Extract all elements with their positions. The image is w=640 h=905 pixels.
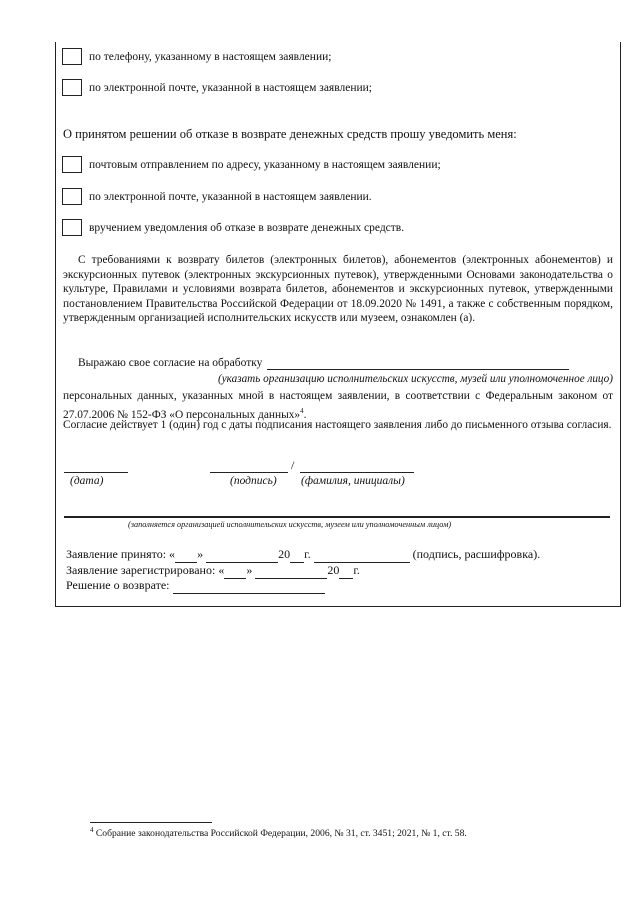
checkbox[interactable] — [62, 156, 82, 173]
accepted-signature-field[interactable] — [314, 547, 410, 563]
year-suffix: г. — [353, 563, 360, 577]
option-label: почтовым отправлением по адресу, указанному в настоящем заявлении; — [89, 158, 441, 171]
accepted-label: Заявление принято: « — [66, 547, 176, 561]
organization-field[interactable] — [267, 357, 569, 370]
option-phone[interactable] — [62, 48, 331, 65]
registered-day-field[interactable] — [224, 563, 246, 579]
option-refusal-email[interactable] — [62, 188, 372, 205]
accepted-tail: (подпись, расшифровка). — [412, 547, 541, 561]
option-handover[interactable] — [62, 219, 404, 236]
option-label: вручением уведомления об отказе в возврате денежных средств. — [89, 221, 405, 234]
registered-month-field[interactable] — [255, 563, 327, 579]
footnote-text: Собрание законодательства Российской Федерации, 2006, № 31, ст. 3451; 2021, № 1, ст. 58. — [95, 828, 467, 840]
option-label: по электронной почте, указанной в настоящем заявлении. — [89, 190, 372, 203]
quote-close: » — [197, 547, 204, 561]
year-prefix: 20 — [327, 563, 340, 577]
consent-body: персональных данных, указанных мной в настоящем заявлении, в соответствии с Федеральным законом от 27.07.2006 № 152-ФЗ «О персональных данных»$^4$. — [63, 390, 613, 421]
year-prefix: 20 — [278, 547, 291, 561]
decision-field[interactable] — [173, 578, 325, 594]
name-label: (фамилия, инициалы) — [301, 475, 405, 487]
registered-year-field[interactable] — [339, 563, 353, 579]
date-label: (дата) — [70, 475, 104, 487]
signature-label: (подпись) — [230, 475, 277, 487]
footnote-mark: 4 — [90, 826, 94, 834]
checkbox[interactable] — [62, 48, 82, 65]
decision-row — [66, 578, 325, 594]
consent-hint: (указать организацию исполнительских искусств, музей или уполномоченное лицо) — [217, 373, 613, 385]
requirements-paragraph: С требованиями к возврату билетов (электронных билетов), абонементов (электронных абонементов) и экскурсионных путевок (электронных экскурсионных путевок), утвержденными Основами законодательства о культуре, Правилами и условиями возврата билетов, абонементов и экскурсионных путевок, утвержденными постановлением Правительства Российской Федерации от 18.09.2020 № 1491, а также с собственным порядком, утвержденным организацией исполнительских искусств или музеем, ознакомлен (а). — [63, 254, 613, 324]
accepted-row — [66, 547, 540, 563]
signature-field[interactable] — [210, 472, 288, 473]
option-label: по телефону, указанному в настоящем заявлении; — [89, 50, 332, 63]
footnote — [90, 826, 467, 839]
accepted-day-field[interactable] — [175, 547, 197, 563]
option-email[interactable] — [62, 79, 372, 96]
quote-close: » — [246, 563, 253, 577]
date-field[interactable] — [64, 472, 128, 473]
checkbox[interactable] — [62, 188, 82, 205]
name-field[interactable] — [300, 472, 414, 473]
official-note: (заполняется организацией исполнительских искусств, музеем или уполномоченным лицом) — [128, 520, 452, 529]
registered-label: Заявление зарегистрировано: « — [66, 563, 225, 577]
option-label: по электронной почте, указанной в настоящем заявлении; — [89, 81, 373, 94]
footnote-ref: 4 — [300, 406, 304, 415]
registered-row — [66, 563, 360, 579]
decision-label: Решение о возврате: — [66, 578, 170, 592]
option-post[interactable] — [62, 156, 441, 173]
consent-body-text: персональных данных, указанных мной в настоящем заявлении, в соответствии с Федеральным законом от 27.07.2006 № 152-ФЗ «О персональных данных» — [63, 390, 613, 421]
checkbox[interactable] — [62, 79, 82, 96]
accepted-month-field[interactable] — [206, 547, 278, 563]
signature-slash: / — [291, 458, 295, 472]
consent-lead — [78, 357, 569, 370]
consent-period: Согласие действует 1 (один) год с даты подписания настоящего заявления либо до письменного отзыва согласия. — [63, 419, 612, 431]
checkbox[interactable] — [62, 219, 82, 236]
footnote-separator — [90, 822, 212, 823]
consent-lead-text: Выражаю свое согласие на обработку — [78, 357, 263, 369]
refusal-heading: О принятом решении об отказе в возврате денежных средств прошу уведомить меня: — [63, 127, 517, 141]
section-divider — [64, 516, 610, 518]
accepted-year-field[interactable] — [290, 547, 304, 563]
year-suffix: г. — [304, 547, 311, 561]
